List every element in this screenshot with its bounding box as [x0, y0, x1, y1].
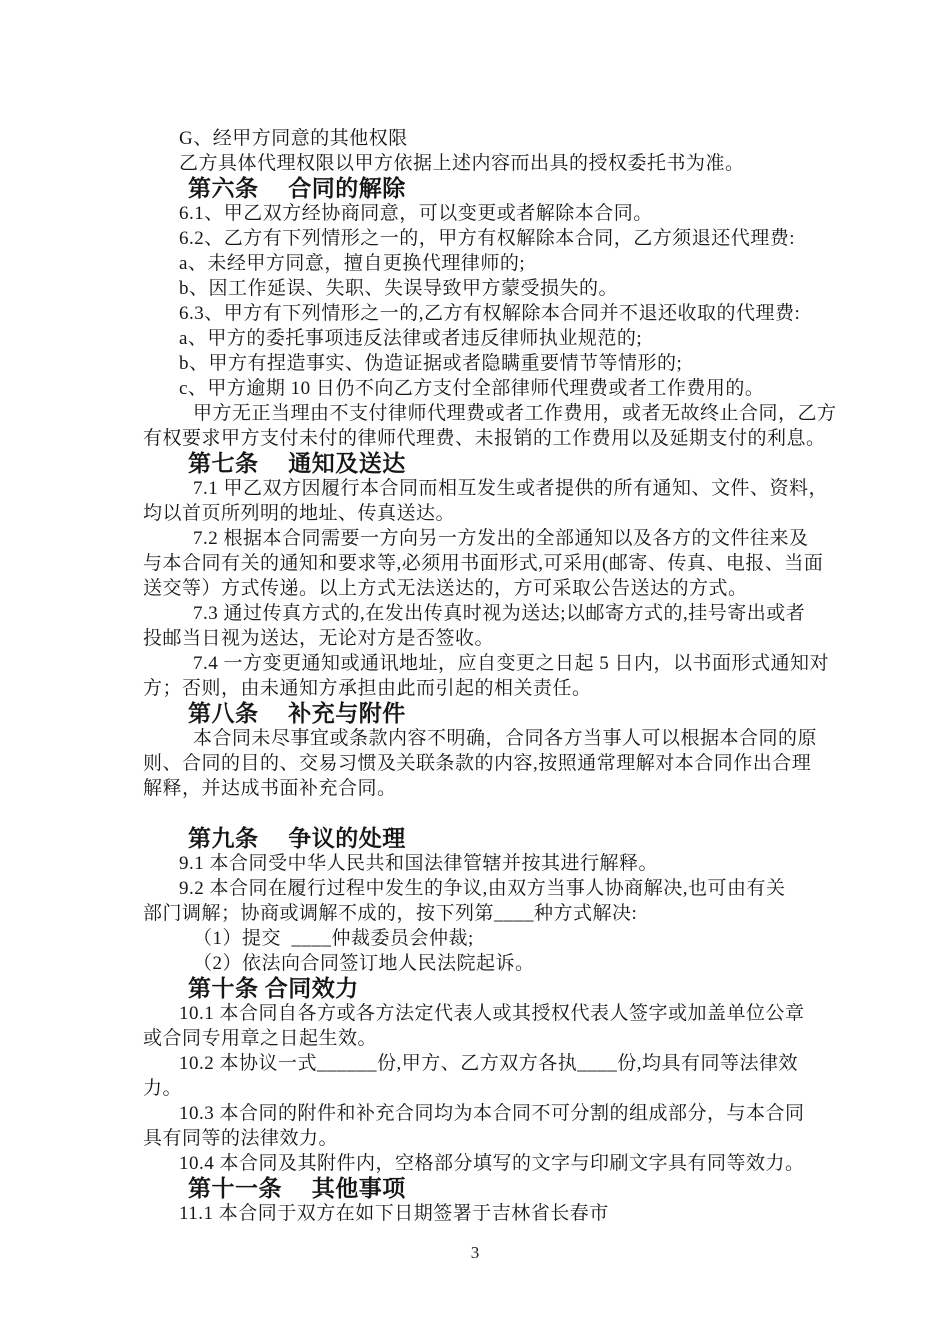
- paragraph-line: G、经甲方同意的其他权限: [179, 128, 408, 149]
- paragraph-line: 与本合同有关的通知和要求等,必须用书面形式,可采用(邮寄、传真、电报、当面: [143, 553, 824, 574]
- paragraph-line: 甲方无正当理由不支付律师代理费或者工作费用，或者无故终止合同，乙方: [193, 403, 837, 424]
- paragraph-line: （2）依法向合同签订地人民法院起诉。: [193, 953, 535, 974]
- paragraph-line: b、甲方有捏造事实、伪造证据或者隐瞒重要情节等情形的;: [179, 353, 683, 374]
- blank-line: [143, 801, 850, 826]
- section-heading: 第七条 通知及送达: [188, 451, 406, 476]
- paragraph-line: 或合同专用章之日起生效。: [143, 1028, 378, 1049]
- paragraph-line: 力。: [143, 1078, 183, 1099]
- section-heading: 第十一条 其他事项: [188, 1176, 406, 1201]
- paragraph-line: （1）提交 ____仲裁委员会仲裁;: [193, 928, 474, 949]
- paragraph-line: 10.1 本合同自各方或各方法定代表人或其授权代表人签字或加盖单位公章: [179, 1003, 805, 1024]
- paragraph-line: 均以首页所列明的地址、传真送达。: [143, 503, 456, 524]
- paragraph-line: 6.3、甲方有下列情形之一的,乙方有权解除本合同并不退还收取的代理费:: [179, 303, 801, 324]
- paragraph-line: 6.2、乙方有下列情形之一的，甲方有权解除本合同，乙方须退还代理费:: [179, 228, 796, 249]
- paragraph-line: 7.4 一方变更通知或通讯地址，应自变更之日起 5 日内，以书面形式通知对: [193, 653, 830, 674]
- paragraph-line: 6.1、甲乙双方经协商同意，可以变更或者解除本合同。: [179, 203, 653, 224]
- paragraph-line: 送交等）方式传递。以上方式无法送达的，方可采取公告送达的方式。: [143, 578, 748, 599]
- paragraph-line: 7.1 甲乙双方因履行本合同而相互发生或者提供的所有通知、文件、资料，: [193, 478, 829, 499]
- paragraph-line: b、因工作延误、失职、失误导致甲方蒙受损失的。: [179, 278, 619, 299]
- paragraph-line: 10.4 本合同及其附件内，空格部分填写的文字与印刷文字具有同等效力。: [179, 1153, 805, 1174]
- paragraph-line: 9.2 本合同在履行过程中发生的争议,由双方当事人协商解决,也可由有关: [179, 878, 786, 899]
- paragraph-line: 则、合同的目的、交易习惯及关联条款的内容,按照通常理解对本合同作出合理: [143, 753, 812, 774]
- section-heading: 第十条 合同效力: [188, 976, 359, 1001]
- paragraph-line: c、甲方逾期 10 日仍不向乙方支付全部律师代理费或者工作费用的。: [179, 378, 765, 399]
- section-heading: 第八条 补充与附件: [188, 701, 406, 726]
- paragraph-line: 10.3 本合同的附件和补充合同均为本合同不可分割的组成部分，与本合同: [179, 1103, 805, 1124]
- section-heading: 第九条 争议的处理: [188, 826, 406, 851]
- paragraph-line: 11.1 本合同于双方在如下日期签署于吉林省长春市: [179, 1203, 609, 1224]
- paragraph-line: 具有同等的法律效力。: [143, 1128, 339, 1149]
- section-heading: 第六条 合同的解除: [188, 176, 406, 201]
- paragraph-line: 7.2 根据本合同需要一方向另一方发出的全部通知以及各方的文件往来及: [193, 528, 809, 549]
- paragraph-line: 本合同未尽事宜或条款内容不明确，合同各方当事人可以根据本合同的原: [193, 728, 818, 749]
- paragraph-line: 方；否则，由未通知方承担由此而引起的相关责任。: [143, 678, 592, 699]
- paragraph-line: 投邮当日视为送达，无论对方是否签收。: [143, 628, 495, 649]
- paragraph-line: 有权要求甲方支付未付的律师代理费、未报销的工作费用以及延期支付的利息。: [143, 428, 826, 449]
- paragraph-line: a、甲方的委托事项违反法律或者违反律师执业规范的;: [179, 328, 643, 349]
- paragraph-line: 10.2 本协议一式______份,甲方、乙方双方各执____份,均具有同等法律效: [179, 1053, 799, 1074]
- paragraph-line: 9.1 本合同受中华人民共和国法律管辖并按其进行解释。: [179, 853, 659, 874]
- paragraph-line: 乙方具体代理权限以甲方依据上述内容而出具的授权委托书为准。: [179, 153, 745, 174]
- page-number: 3: [470, 1243, 480, 1262]
- paragraph-line: 部门调解；协商或调解不成的，按下列第____种方式解决:: [143, 903, 638, 924]
- contract-body: [143, 126, 850, 1226]
- paragraph-line: 解释，并达成书面补充合同。: [143, 778, 397, 799]
- paragraph-line: a、未经甲方同意，擅自更换代理律师的;: [179, 253, 526, 274]
- paragraph-line: 7.3 通过传真方式的,在发出传真时视为送达;以邮寄方式的,挂号寄出或者: [193, 603, 806, 624]
